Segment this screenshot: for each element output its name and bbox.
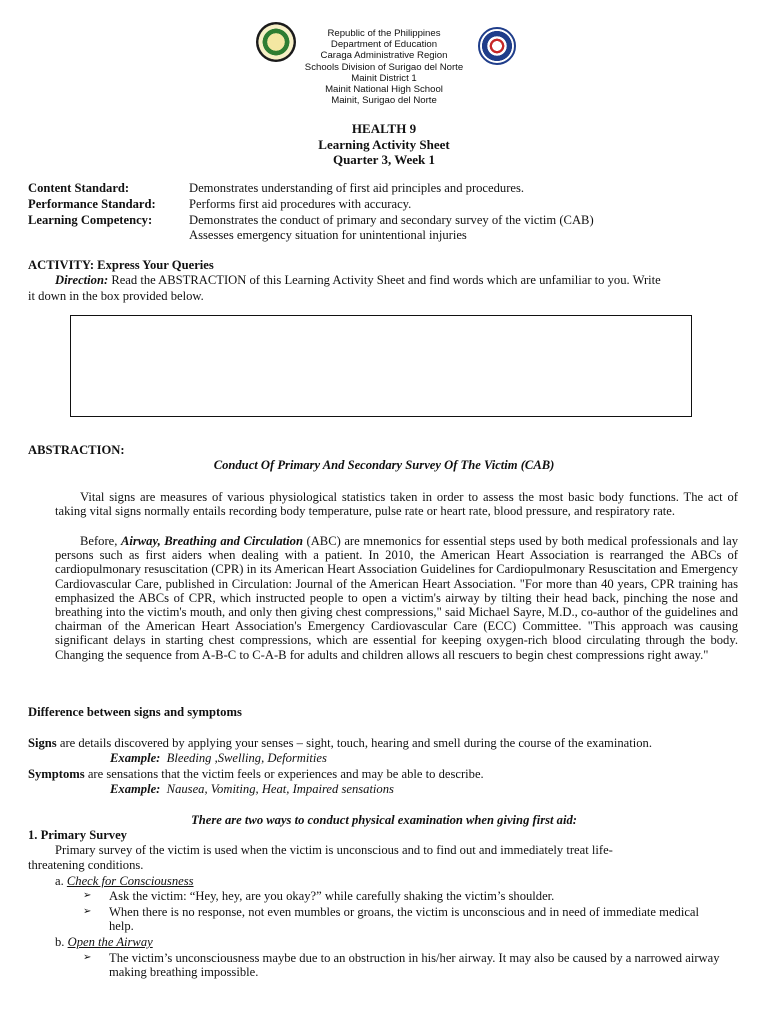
abstraction-paragraph-1 — [55, 490, 738, 518]
letterhead-line: Republic of the Philippines — [327, 28, 441, 39]
standard-value: Demonstrates understanding of first aid principles and procedures. — [189, 181, 525, 195]
signs-term: Signs — [28, 736, 57, 750]
direction-label: Direction: — [55, 273, 109, 287]
step-prefix: b. — [55, 935, 68, 949]
letterhead-line: Mainit, Surigao del Norte — [331, 95, 437, 107]
standard-value: Performs first aid procedures with accuracy. — [189, 196, 412, 211]
standard-label — [28, 228, 189, 244]
example-label: Example: — [110, 751, 161, 765]
standard-row — [28, 213, 594, 229]
letterhead-line: Mainit District 1 — [351, 72, 417, 84]
signs-text: are details discovered by applying your senses – sight, touch, hearing and smell during the course of the examination. — [56, 736, 652, 750]
arrow-bullet-icon: ➢ — [83, 906, 92, 917]
standard-value: Demonstrates the conduct of primary and secondary survey of the victim (CAB) — [189, 212, 594, 227]
example-text: Bleeding ,Swelling, Deformities — [166, 751, 327, 765]
standard-label: Content Standard: — [28, 181, 130, 195]
paragraph-text: Before, — [80, 534, 121, 548]
bullet-text: Ask the victim: “Hey, hey, are you okay?” while carefully shaking the victim’s shoulder. — [109, 889, 555, 903]
document-title — [0, 121, 768, 168]
subject-title: HEALTH 9 — [351, 121, 417, 136]
step-a — [55, 874, 194, 889]
paragraph-text: Vital signs are measures of various physiological statistics taken in order to assess the most basic body functions. The act of taking vital signs normally entails recording body temperature, pulse rate or heart rate, blood pressure, and respiratory rate. — [55, 490, 738, 519]
standard-label: Learning Competency: — [28, 212, 153, 227]
standard-row — [28, 228, 594, 244]
standard-value: Assesses emergency situation for unintentional injuries — [189, 228, 467, 243]
letterhead-line: Schools Division of Surigao del Norte — [304, 61, 464, 73]
primary-survey-heading: 1. Primary Survey — [28, 828, 127, 842]
bullet-item — [83, 905, 723, 933]
standard-row — [28, 181, 594, 197]
arrow-bullet-icon: ➢ — [83, 890, 92, 901]
bullet-text: When there is no response, not even mumbles or groans, the victim is unconscious and in need of immediate medical help. — [109, 905, 700, 934]
symptoms-definition — [28, 767, 484, 782]
abc-term: Airway, Breathing and Circulation — [120, 534, 303, 548]
bullet-text: The victim’s unconsciousness maybe due to an obstruction in his/her airway. It may also be caused by a narrowed airway making breathing impossible. — [109, 951, 720, 980]
step-label: Open the Airway — [67, 935, 153, 949]
abstraction-paragraph-2 — [55, 534, 738, 662]
step-b — [55, 935, 153, 950]
answer-box[interactable] — [70, 315, 692, 417]
difference-heading: Difference between signs and symptoms — [28, 705, 242, 719]
period-title: Quarter 3, Week 1 — [332, 152, 436, 167]
primary-intro-continued: threatening conditions. — [28, 858, 144, 872]
arrow-bullet-icon: ➢ — [83, 952, 92, 963]
sheet-title: Learning Activity Sheet — [318, 136, 450, 152]
symptoms-text: are sensations that the victim feels or experiences and may be able to describe. — [84, 767, 484, 781]
signs-example — [110, 751, 327, 766]
direction-line — [55, 273, 661, 288]
step-label: Check for Consciousness — [66, 874, 194, 888]
symptoms-term: Symptoms — [28, 767, 85, 781]
standards-block — [28, 181, 594, 244]
bullet-item — [83, 951, 723, 979]
direction-text-continued: it down in the box provided below. — [28, 289, 204, 303]
ways-heading: There are two ways to conduct physical examination when giving first aid: — [191, 813, 577, 827]
bullet-item — [83, 889, 723, 903]
primary-intro: Primary survey of the victim is used when the victim is unconscious and to find out and immediately treat life- — [55, 843, 613, 857]
example-label: Example: — [110, 782, 161, 796]
example-text: Nausea, Vomiting, Heat, Impaired sensations — [166, 782, 394, 796]
letterhead-line: Caraga Administrative Region — [320, 50, 448, 62]
abstraction-heading: ABSTRACTION: — [28, 443, 125, 457]
letterhead — [0, 28, 768, 106]
symptoms-example — [110, 782, 394, 797]
letterhead-line: Department of Education — [330, 39, 438, 51]
abstraction-subtitle: Conduct Of Primary And Secondary Survey Of The Victim (CAB) — [213, 458, 555, 472]
step-prefix: a. — [55, 874, 67, 888]
direction-text: Read the ABSTRACTION of this Learning Activity Sheet and find words which are unfamiliar to you. Write — [108, 273, 661, 287]
letterhead-line: Mainit National High School — [325, 84, 443, 96]
standard-label: Performance Standard: — [28, 196, 156, 211]
activity-heading: ACTIVITY: Express Your Queries — [28, 258, 214, 272]
paragraph-text: (ABC) are mnemonics for essential steps used by both medical professionals and lay persons such as first aiders when dealing with a patient. In 2010, the American Heart Association is rearranged the ABCs of cardiopulmonary resuscitation (CPR) in its American Heart Association Guidelines for Cardiopulmonary Resuscitation and Emergency Cardiovascular Care, published in Circulation: Journal of the American Heart Association. "For more than 40 years, CPR training has emphasized the ABCs of CPR, which instructed people to open a victim's airway by tilting their head back, pinching the nose and breathing into the victim's mouth, and only then giving chest compressions," said Michael Sayre, M.D., co-author of the guidelines and chairman of the American Heart Association's Emergency Cardiovascular Care (ECC) Committee. "This approach was causing significant delays in starting chest compressions, which are essential for keeping oxygen-rich blood circulating through the body. Changing the sequence from A-B-C to C-A-B for adults and children allows all rescuers to begin chest compressions right away." — [55, 534, 739, 662]
standard-row — [28, 197, 594, 213]
signs-definition — [28, 736, 652, 751]
